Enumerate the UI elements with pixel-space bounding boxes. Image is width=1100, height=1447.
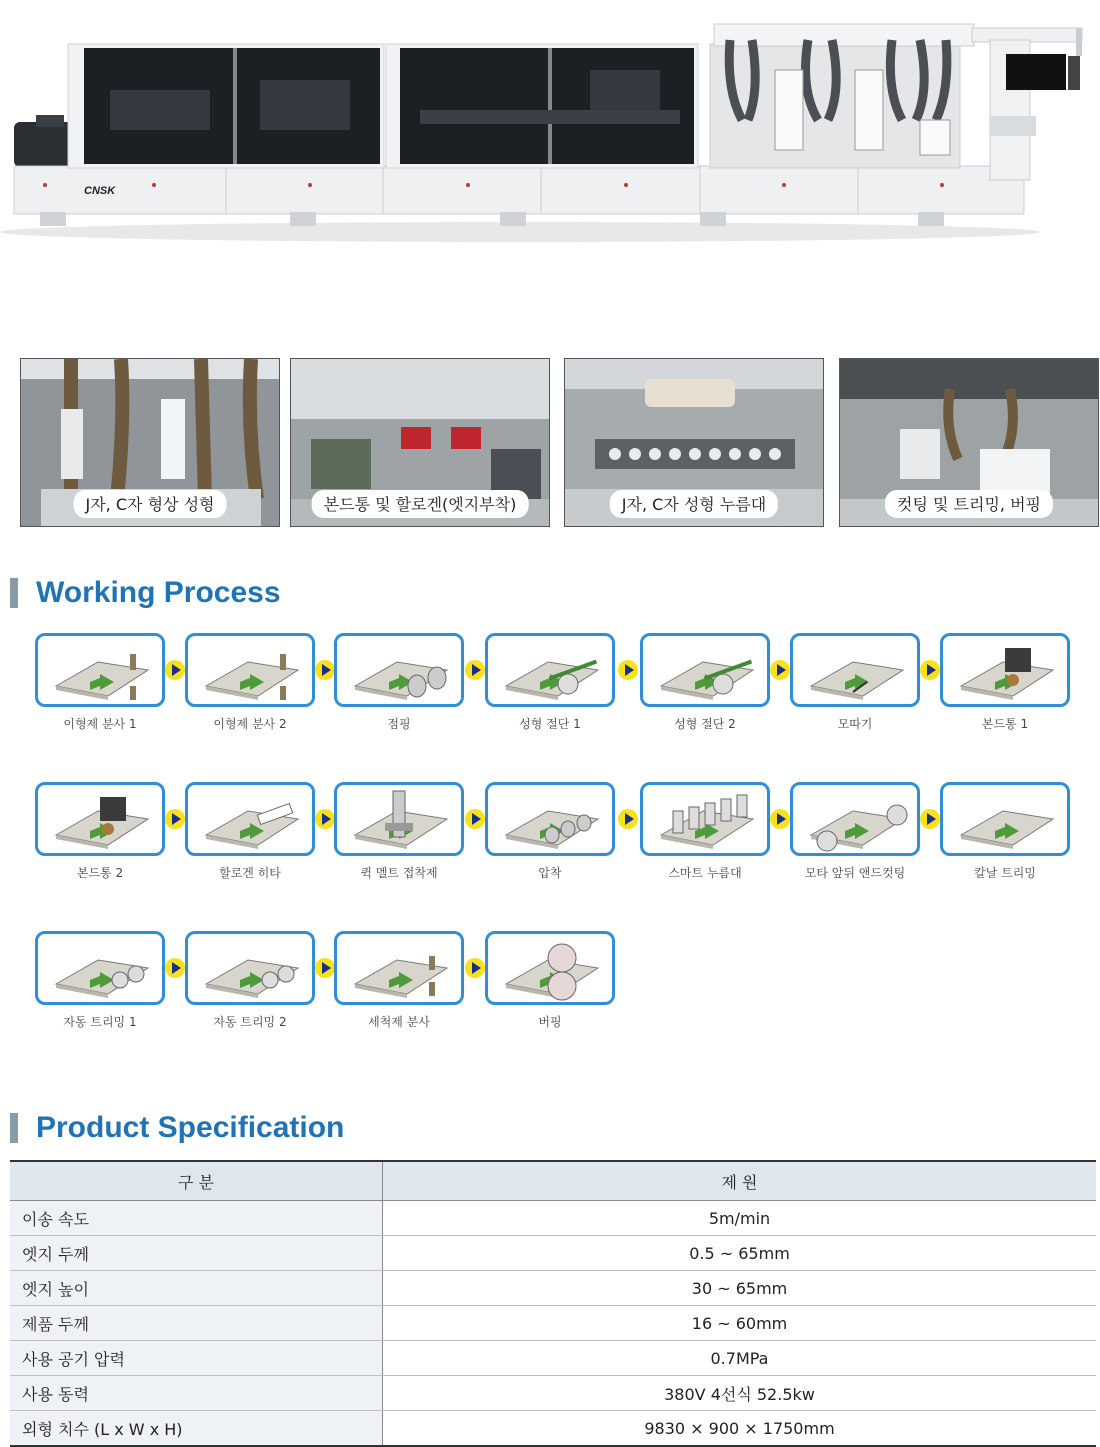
process-step-label: 이형제 분사 1 bbox=[63, 717, 137, 731]
process-step bbox=[334, 782, 464, 881]
spec-value: 380V 4선식 52.5kw bbox=[383, 1376, 1097, 1411]
spec-value: 0.7MPa bbox=[383, 1341, 1097, 1376]
section-title: Working Process bbox=[36, 576, 281, 609]
rollers-icon bbox=[334, 633, 464, 707]
photo-cutting-trimming bbox=[839, 358, 1099, 527]
glue-pot-icon bbox=[35, 782, 165, 856]
table-row bbox=[10, 1341, 1096, 1376]
process-step-label: 버핑 bbox=[538, 1015, 562, 1029]
arrow-right-icon bbox=[618, 660, 638, 680]
process-step bbox=[35, 633, 165, 732]
arrow-right-icon bbox=[315, 958, 335, 978]
table-row bbox=[10, 1236, 1096, 1271]
spray-icon bbox=[35, 633, 165, 707]
process-step bbox=[940, 633, 1070, 732]
spec-value: 30 ~ 65mm bbox=[383, 1271, 1097, 1306]
photo-caption: 본드통 및 할로겐(엣지부착) bbox=[312, 490, 529, 518]
arrow-right-icon bbox=[165, 809, 185, 829]
process-step-label: 세척제 분사 bbox=[368, 1015, 430, 1029]
photo-caption: J자, C자 형상 성형 bbox=[74, 490, 227, 518]
spec-key: 사용 공기 압력 bbox=[10, 1341, 383, 1376]
process-step-label: 자동 트리밍 1 bbox=[63, 1015, 137, 1029]
arrow-right-icon bbox=[315, 809, 335, 829]
process-step-label: 이형제 분사 2 bbox=[213, 717, 287, 731]
process-step bbox=[485, 633, 615, 732]
process-step bbox=[185, 931, 315, 1030]
arrow-right-icon bbox=[315, 660, 335, 680]
process-step bbox=[334, 633, 464, 732]
blade-trim-icon bbox=[940, 782, 1070, 856]
quick-melt-icon bbox=[334, 782, 464, 856]
process-step-label: 스마트 누름대 bbox=[668, 866, 742, 880]
cutter-icon bbox=[640, 633, 770, 707]
spec-key: 외형 치수 (L x W x H) bbox=[10, 1411, 383, 1447]
process-step bbox=[790, 633, 920, 732]
arrow-right-icon bbox=[770, 660, 790, 680]
spec-table bbox=[10, 1160, 1096, 1447]
photo-caption: 컷팅 및 트리밍, 버핑 bbox=[885, 490, 1053, 518]
table-row bbox=[10, 1201, 1096, 1236]
table-row bbox=[10, 1376, 1096, 1411]
process-step bbox=[35, 782, 165, 881]
arrow-right-icon bbox=[165, 958, 185, 978]
arrow-right-icon bbox=[920, 809, 940, 829]
heater-icon bbox=[185, 782, 315, 856]
spec-key: 엣지 두께 bbox=[10, 1236, 383, 1271]
process-step bbox=[35, 931, 165, 1030]
arrow-right-icon bbox=[465, 958, 485, 978]
process-step bbox=[940, 782, 1070, 881]
brand-logo: CNSK bbox=[84, 185, 116, 197]
table-row bbox=[10, 1411, 1096, 1447]
process-step-label: 성형 절단 2 bbox=[674, 717, 736, 731]
photo-forming bbox=[20, 358, 280, 527]
smart-press-icon bbox=[640, 782, 770, 856]
arrow-right-icon bbox=[165, 660, 185, 680]
auto-trim-icon bbox=[185, 931, 315, 1005]
heading-bar bbox=[10, 578, 18, 608]
process-step-label: 모따기 bbox=[837, 717, 873, 731]
process-step bbox=[334, 931, 464, 1030]
process-step bbox=[485, 931, 615, 1030]
pressure-rollers-icon bbox=[485, 782, 615, 856]
cleaner-spray-icon bbox=[334, 931, 464, 1005]
chamfer-icon bbox=[790, 633, 920, 707]
process-step bbox=[790, 782, 920, 881]
arrow-right-icon bbox=[770, 809, 790, 829]
photo-glue-halogen bbox=[290, 358, 550, 527]
spray-icon bbox=[185, 633, 315, 707]
end-cutting-icon bbox=[790, 782, 920, 856]
spec-value: 0.5 ~ 65mm bbox=[383, 1236, 1097, 1271]
process-step-label: 퀵 멜트 접착제 bbox=[360, 866, 438, 880]
spec-key: 이송 속도 bbox=[10, 1201, 383, 1236]
arrow-right-icon bbox=[465, 809, 485, 829]
spec-value: 9830 × 900 × 1750mm bbox=[383, 1411, 1097, 1447]
process-step bbox=[185, 782, 315, 881]
spec-header-row bbox=[10, 1161, 1096, 1201]
glue-pot-icon bbox=[940, 633, 1070, 707]
process-step-label: 압착 bbox=[538, 866, 562, 880]
spec-value: 5m/min bbox=[383, 1201, 1097, 1236]
spec-key: 사용 동력 bbox=[10, 1376, 383, 1411]
spec-key: 제품 두께 bbox=[10, 1306, 383, 1341]
arrow-right-icon bbox=[465, 660, 485, 680]
arrow-right-icon bbox=[618, 809, 638, 829]
cutter-icon bbox=[485, 633, 615, 707]
table-row bbox=[10, 1306, 1096, 1341]
machine-image bbox=[0, 0, 1100, 300]
process-step bbox=[640, 782, 770, 881]
process-step-label: 모타 앞뒤 앤드컷팅 bbox=[804, 866, 906, 880]
process-step-label: 칼날 트리밍 bbox=[974, 866, 1036, 880]
section-title: Product Specification bbox=[36, 1111, 345, 1144]
process-step bbox=[640, 633, 770, 732]
process-step-label: 성형 절단 1 bbox=[519, 717, 581, 731]
process-step-label: 점핑 bbox=[387, 717, 411, 731]
table-row bbox=[10, 1271, 1096, 1306]
spec-header-category: 구 분 bbox=[10, 1161, 383, 1201]
product-spec-heading bbox=[10, 1110, 344, 1146]
process-step bbox=[185, 633, 315, 732]
spec-header-value: 제 원 bbox=[383, 1161, 1097, 1201]
process-step-label: 자동 트리밍 2 bbox=[213, 1015, 287, 1029]
buffing-icon bbox=[485, 931, 615, 1005]
process-step-label: 본드통 2 bbox=[76, 866, 124, 880]
working-process-heading bbox=[10, 575, 281, 611]
spec-key: 엣지 높이 bbox=[10, 1271, 383, 1306]
heading-bar bbox=[10, 1113, 18, 1143]
auto-trim-icon bbox=[35, 931, 165, 1005]
process-step-label: 본드통 1 bbox=[981, 717, 1029, 731]
photo-press-bar bbox=[564, 358, 824, 527]
spec-value: 16 ~ 60mm bbox=[383, 1306, 1097, 1341]
photo-caption: J자, C자 성형 누름대 bbox=[610, 490, 778, 518]
process-step bbox=[485, 782, 615, 881]
process-step-label: 할로겐 히타 bbox=[219, 866, 281, 880]
arrow-right-icon bbox=[920, 660, 940, 680]
